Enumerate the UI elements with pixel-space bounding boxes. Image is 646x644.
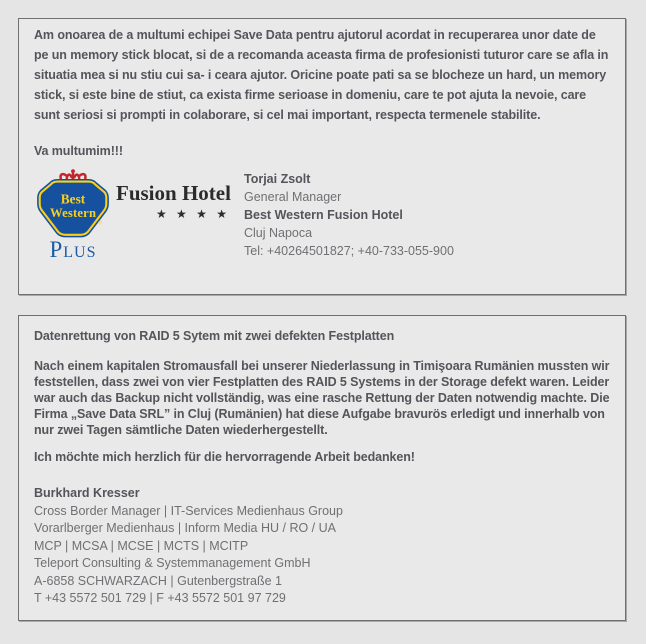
testimonial-ro-signature-row <box>34 168 611 261</box>
contact-block <box>244 170 454 260</box>
badge-text-western: Western <box>50 206 96 221</box>
testimonial-card-german <box>18 315 626 621</box>
signature-block <box>34 485 611 608</box>
signature-line: Teleport Consulting & Systemmanagement GmbH <box>34 556 311 570</box>
testimonial-card-romanian <box>18 18 626 295</box>
contact-name: Torjai Zsolt <box>244 172 311 186</box>
contact-company: Best Western Fusion Hotel <box>244 208 403 222</box>
signature-line: Cross Border Manager | IT-Services Medienhaus Group <box>34 503 343 518</box>
registered-mark: ® <box>98 220 102 227</box>
signature-line: T +43 5572 501 729 | F +43 5572 501 97 729 <box>34 591 286 605</box>
testimonial-de-title: Datenrettung von RAID 5 Sytem mit zwei defekten Festplatten <box>34 329 395 343</box>
best-western-plus-logo <box>34 168 112 261</box>
signature-line: Vorarlberger Medienhaus | Inform Media HU / RO / UA <box>34 521 336 535</box>
testimonial-ro-thanks: Va multumim!!! <box>34 144 123 158</box>
crown-dot-icon <box>71 169 75 173</box>
contact-phone: Tel: +40264501827; +40-733-055-900 <box>244 244 454 258</box>
signature-name: Burkhard Kresser <box>34 486 140 500</box>
best-western-badge-icon <box>36 168 110 238</box>
contact-role: General Manager <box>244 190 342 204</box>
testimonial-de-body: Nach einem kapitalen Stromausfall bei unserer Niederlassung in Timişoara Rumänien mussten wir feststellen, dass zwei von vier Festplatten des RAID 5 Systems in der Storage defekt waren. Leider war auch das Backup nicht vollständig, was eine rasche Rettung der Daten notwendig machte. Die Firma „Save Data SRL” in Cluj (Rumänien) hat diese Aufgabe bravurös erledigt und innerhalb von nur zwei Tagen sämtliche Daten wiederhergestellt. <box>34 359 610 437</box>
contact-city: Cluj Napoca <box>244 226 313 240</box>
testimonial-ro-body: Am onoarea de a multumi echipei Save Data pentru ajutorul acordat in recuperarea unor date de pe un memory stick blocat, si de a recomanda aceasta firma de profesionisti tuturor care se afla in situatia mea si nu stiu cui sa- i ceara ajutor. Oricine poate pati sa se blocheze un hard, un memory stick, si este bine de stiut, ca exista firme serioase in domeniu, care te pot ajuta la nevoie, care sunt seriosi si prompti in colaborare, si cel mai important, respecta termenele stabilite. <box>34 28 609 122</box>
hotel-name-block <box>116 182 232 221</box>
badge-text-best: Best <box>60 191 86 207</box>
testimonial-de-thanks: Ich möchte mich herzlich für die hervorragende Arbeit bedanken! <box>34 450 415 464</box>
signature-line: A-6858 SCHWARZACH | Gutenbergstraße 1 <box>34 573 283 588</box>
hotel-stars: ★ ★ ★ ★ <box>155 207 230 221</box>
hotel-name: Fusion Hotel <box>116 181 231 205</box>
best-western-plus-label: Plus <box>49 237 97 262</box>
signature-line: MCP | MCSA | MCSE | MCTS | MCITP <box>34 538 249 553</box>
